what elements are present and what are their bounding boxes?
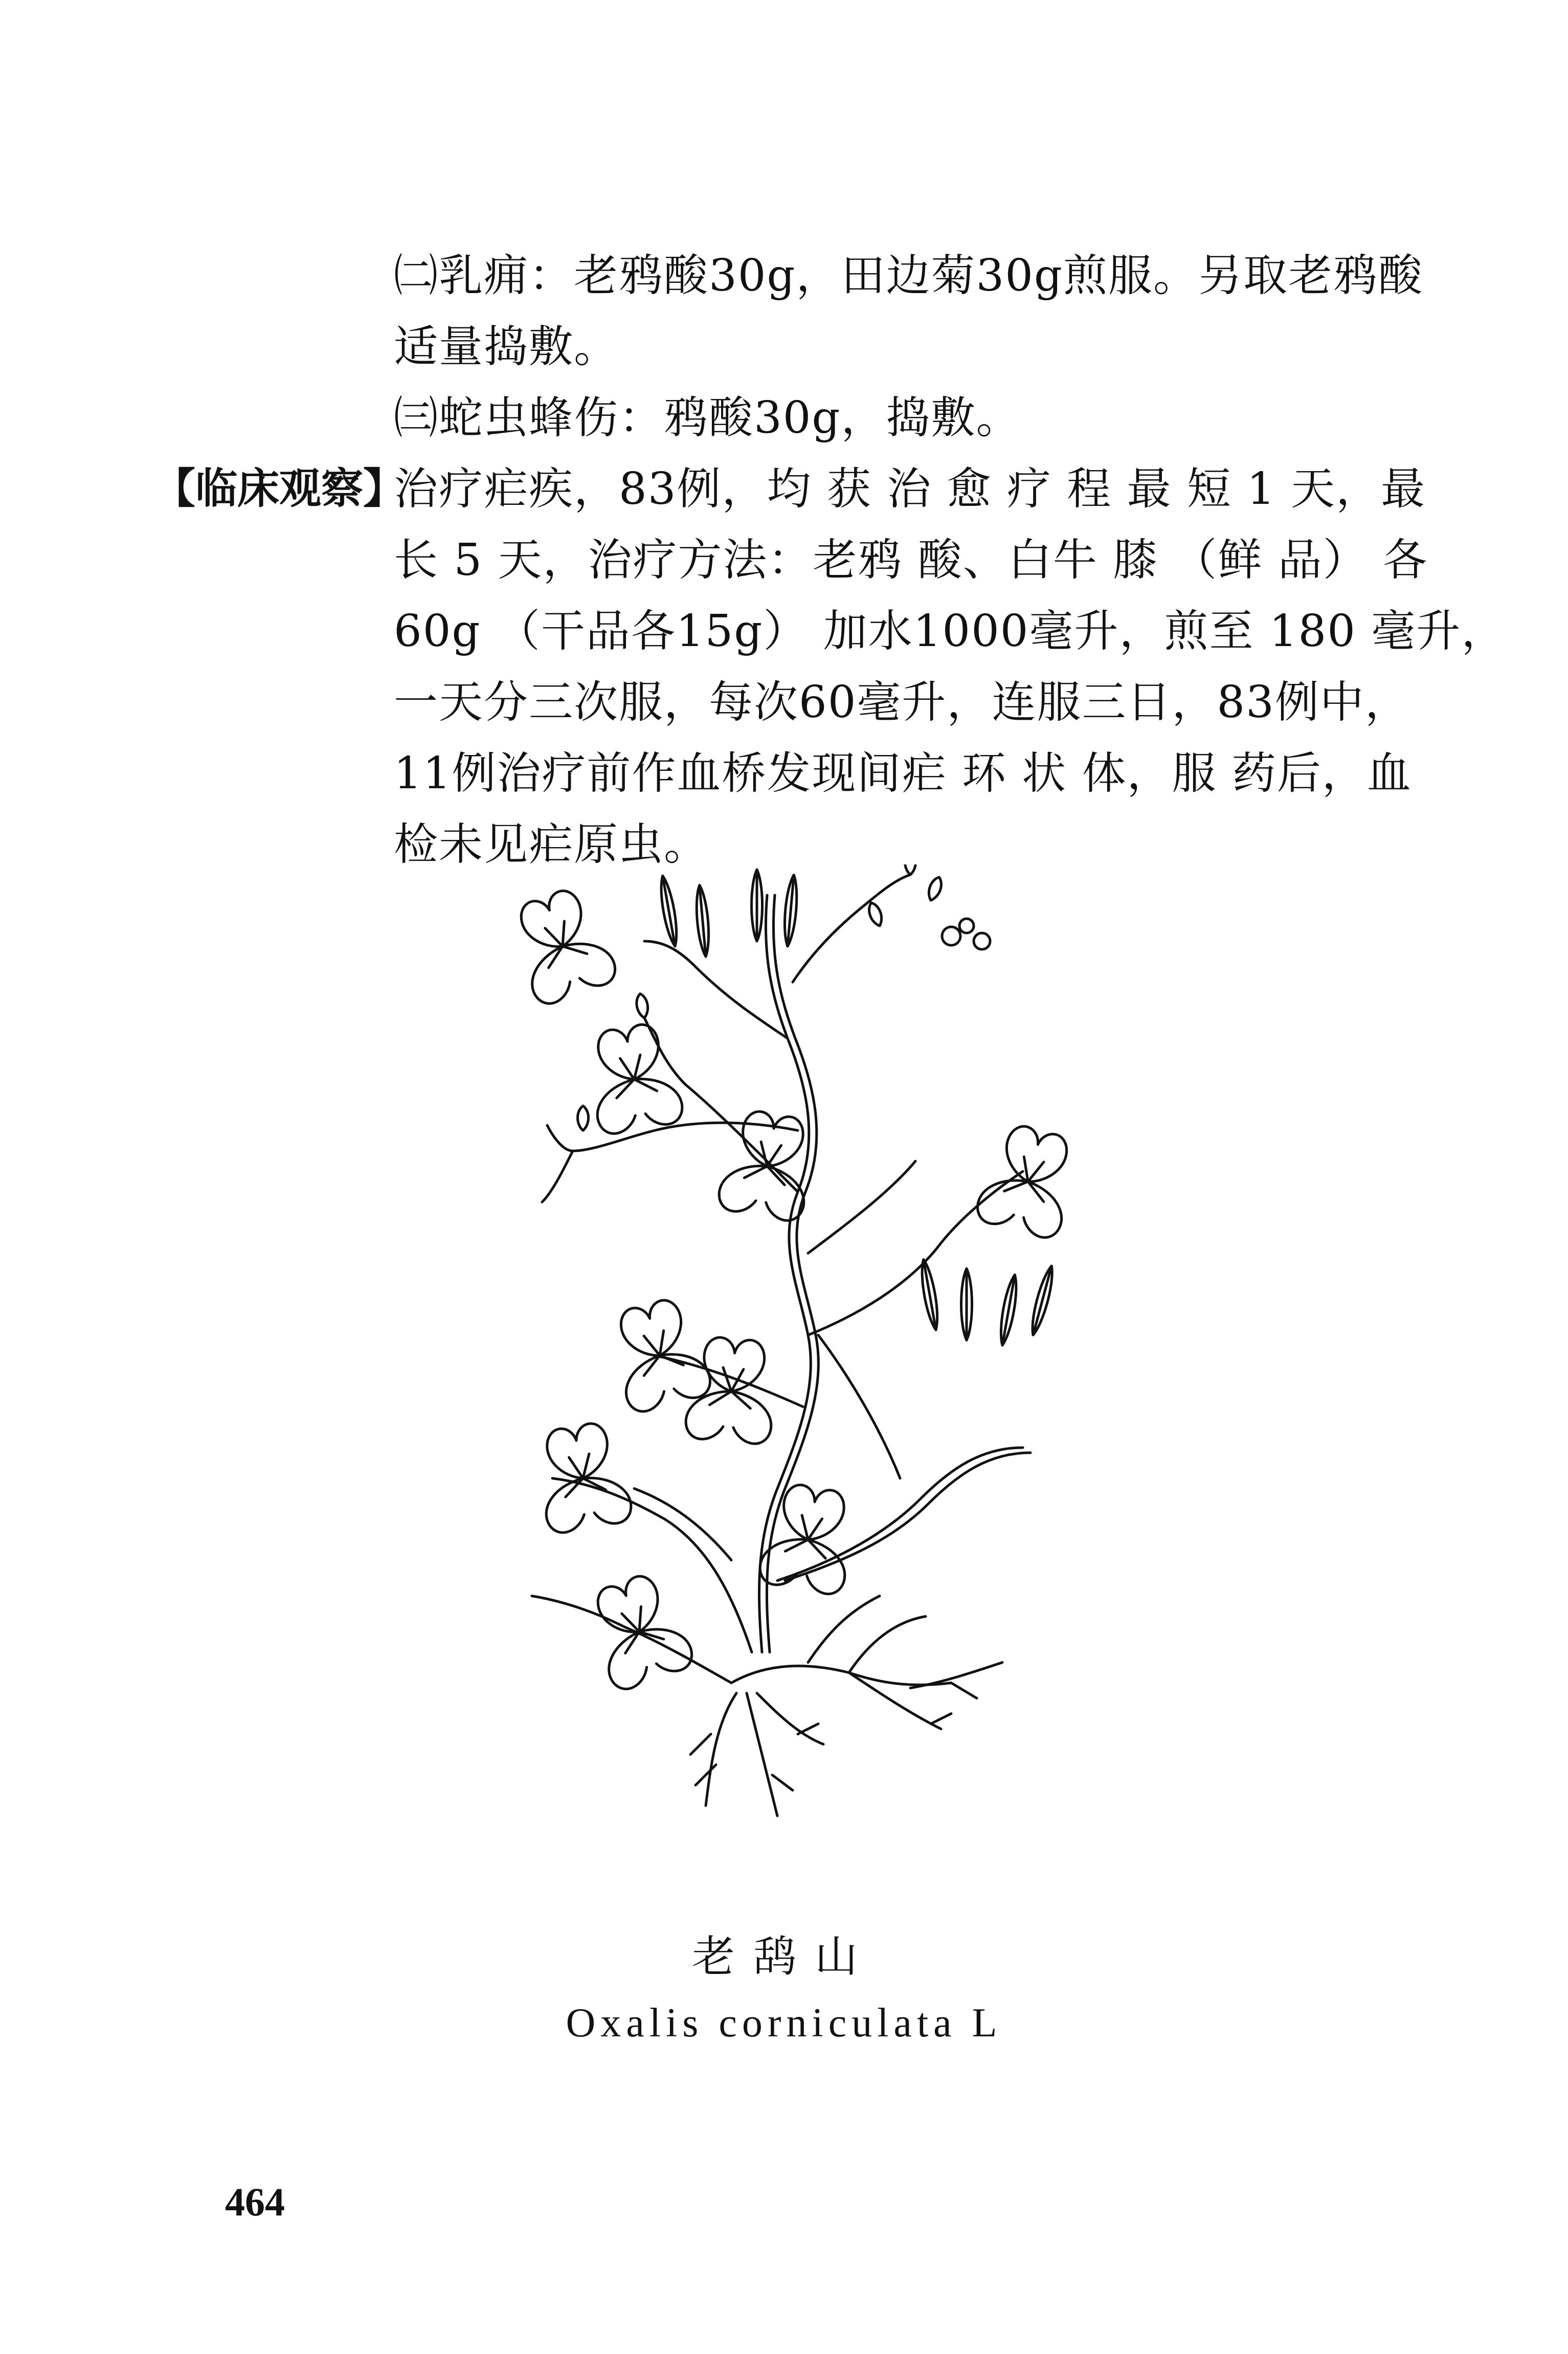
text-line: 长 5 天，治疗方法：老鸦 酸、白牛 膝 （鲜 品） 各 [394, 535, 1428, 586]
text-line: ㈢蛇虫蜂伤：鸦酸30g，捣敷。 [394, 392, 1021, 443]
body-text [394, 240, 1507, 880]
stems [542, 875, 1031, 1652]
plant-illustration [491, 864, 1130, 1898]
text-line: ㈡乳痈：老鸦酸30g，田边菊30g煎服。另取老鸦酸 [394, 250, 1423, 301]
leaves [504, 882, 1083, 1694]
figure-caption-chinese: 老鸹山 [691, 1931, 876, 1982]
page-number: 464 [225, 2180, 285, 2224]
text-line: 11例治疗前作血桥发现间疟 环 状 体，服 药后，血 [394, 748, 1412, 799]
text-line: 一天分三次服，每次60毫升，连服三日，83例中， [394, 677, 1410, 728]
flower-buds [578, 864, 991, 1130]
paragraph-mastitis [394, 240, 1423, 383]
text-line: 适量捣敷。 [394, 321, 619, 372]
text-line: 治疗疟疾，83例，均 获 治 愈 疗 程 最 短 1 天，最 [394, 463, 1426, 515]
text-line: 检未见疟原虫。 [394, 819, 709, 870]
figure-caption-latin: Oxalis corniculata L [566, 2001, 1002, 2046]
paragraph-snake-bite [394, 383, 1365, 454]
text-line: 60g （干品各15g） 加水1000毫升，煎至 180 毫升， [394, 606, 1507, 657]
paragraph-clinical-observation [394, 454, 1507, 880]
section-heading-clinical-observation: 【临床观察】 [153, 464, 406, 513]
seed-pods [657, 870, 1057, 1346]
